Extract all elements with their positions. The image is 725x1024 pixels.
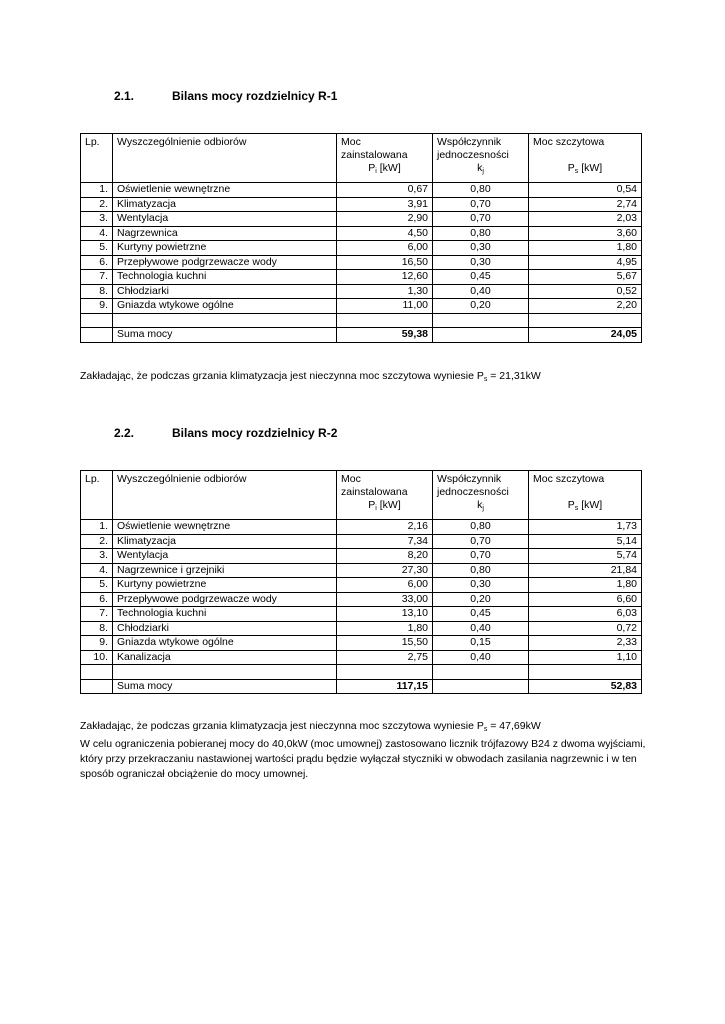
- row-installed-power: 12,60: [337, 270, 433, 285]
- power-balance-table-r1: [80, 133, 642, 343]
- row-coefficient: 0,70: [433, 212, 529, 227]
- row-coefficient: 0,80: [433, 226, 529, 241]
- row-number: 4.: [81, 226, 113, 241]
- row-installed-power: 6,00: [337, 578, 433, 593]
- row-coefficient: 0,30: [433, 255, 529, 270]
- row-name: Gniazda wtykowe ogólne: [113, 299, 337, 314]
- row-installed-power: 1,80: [337, 621, 433, 636]
- header-peak-power: Moc szczytowa $P_s$ [kW]: [529, 134, 642, 183]
- sum-label: Suma mocy: [113, 679, 337, 694]
- row-name: Technologia kuchni: [113, 270, 337, 285]
- row-number: 2.: [81, 534, 113, 549]
- header-coefficient: Współczynnik jednoczesności $k_j$: [433, 471, 529, 520]
- section-2-note-line: Zakładając, że podczas grzania klimatyzacja jest nieczynna moc szczytowa wyniesie $P_s = 47,69kW$: [80, 720, 541, 733]
- sum-peak-power: 24,05: [529, 328, 642, 343]
- table-row: [81, 621, 642, 636]
- row-number: 1.: [81, 183, 113, 198]
- sum-peak-power: 52,83: [529, 679, 642, 694]
- row-number: 4.: [81, 563, 113, 578]
- row-peak-power: 4,95: [529, 255, 642, 270]
- section-2-para-line-3: sposób ograniczał obciążenie do mocy umownej.: [80, 768, 309, 780]
- row-peak-power: 6,60: [529, 592, 642, 607]
- section-2-para-line-2: który przy przekraczaniu nastawionej wartości prądu będzie wyłączał styczniki w obwodach zasilania nagrzewnic i w ten: [80, 753, 637, 765]
- row-number: 9.: [81, 636, 113, 651]
- row-coefficient: 0,30: [433, 578, 529, 593]
- power-balance-table-r2: [80, 470, 642, 694]
- row-name: Wentylacja: [113, 212, 337, 227]
- header-coefficient: Współczynnik jednoczesności $k_j$: [433, 134, 529, 183]
- row-peak-power: 21,84: [529, 563, 642, 578]
- section-2-number: 2.2.: [114, 426, 135, 440]
- row-name: Wentylacja: [113, 549, 337, 564]
- header-installed-power: Moc zainstalowana $P_i$ [kW]: [337, 471, 433, 520]
- row-installed-power: 2,90: [337, 212, 433, 227]
- sum-row: [81, 328, 642, 343]
- section-1-note: Zakładając, że podczas grzania klimatyzacja jest nieczynna moc szczytowa wyniesie $P_s = 21,31kW$: [80, 370, 541, 383]
- table-row: [81, 563, 642, 578]
- row-peak-power: 6,03: [529, 607, 642, 622]
- row-peak-power: 1,80: [529, 241, 642, 256]
- table-row: [81, 255, 642, 270]
- row-name: Kanalizacja: [113, 650, 337, 665]
- row-installed-power: 6,00: [337, 241, 433, 256]
- row-number: 2.: [81, 197, 113, 212]
- row-name: Klimatyzacja: [113, 197, 337, 212]
- table-row: [81, 270, 642, 285]
- row-peak-power: 0,52: [529, 284, 642, 299]
- blank-row: [81, 665, 642, 680]
- row-installed-power: 7,34: [337, 534, 433, 549]
- row-name: Nagrzewnice i grzejniki: [113, 563, 337, 578]
- row-name: Chłodziarki: [113, 621, 337, 636]
- row-coefficient: 0,45: [433, 270, 529, 285]
- row-coefficient: 0,70: [433, 534, 529, 549]
- table-row: [81, 592, 642, 607]
- row-installed-power: 8,20: [337, 549, 433, 564]
- header-name: Wyszczególnienie odbiorów: [113, 134, 337, 183]
- row-name: Przepływowe podgrzewacze wody: [113, 592, 337, 607]
- table-header-row: [81, 134, 642, 183]
- row-coefficient: 0,20: [433, 299, 529, 314]
- row-number: 6.: [81, 255, 113, 270]
- header-peak-power: Moc szczytowa $P_s$ [kW]: [529, 471, 642, 520]
- table-row: [81, 183, 642, 198]
- row-number: 3.: [81, 212, 113, 227]
- row-name: Kurtyny powietrzne: [113, 578, 337, 593]
- row-name: Kurtyny powietrzne: [113, 241, 337, 256]
- row-number: 5.: [81, 578, 113, 593]
- row-peak-power: 3,60: [529, 226, 642, 241]
- table-row: [81, 226, 642, 241]
- blank-row: [81, 313, 642, 328]
- row-coefficient: 0,30: [433, 241, 529, 256]
- row-name: Klimatyzacja: [113, 534, 337, 549]
- table-row: [81, 607, 642, 622]
- row-number: 7.: [81, 270, 113, 285]
- row-number: 10.: [81, 650, 113, 665]
- row-peak-power: 5,14: [529, 534, 642, 549]
- row-coefficient: 0,80: [433, 563, 529, 578]
- row-coefficient: 0,80: [433, 183, 529, 198]
- row-installed-power: 16,50: [337, 255, 433, 270]
- row-number: 8.: [81, 284, 113, 299]
- row-name: Oświetlenie wewnętrzne: [113, 183, 337, 198]
- row-number: 1.: [81, 520, 113, 535]
- table-row: [81, 284, 642, 299]
- sum-row: [81, 679, 642, 694]
- table-row: [81, 549, 642, 564]
- table-row: [81, 520, 642, 535]
- row-number: 8.: [81, 621, 113, 636]
- row-coefficient: 0,15: [433, 636, 529, 651]
- sum-installed-power: 117,15: [337, 679, 433, 694]
- row-installed-power: 15,50: [337, 636, 433, 651]
- row-name: Nagrzewnica: [113, 226, 337, 241]
- row-name: Oświetlenie wewnętrzne: [113, 520, 337, 535]
- row-installed-power: 1,30: [337, 284, 433, 299]
- row-installed-power: 11,00: [337, 299, 433, 314]
- row-peak-power: 5,74: [529, 549, 642, 564]
- sum-label: Suma mocy: [113, 328, 337, 343]
- table-row: [81, 212, 642, 227]
- row-peak-power: 2,74: [529, 197, 642, 212]
- row-name: Technologia kuchni: [113, 607, 337, 622]
- section-1-number: 2.1.: [114, 89, 135, 103]
- row-installed-power: 4,50: [337, 226, 433, 241]
- row-number: 6.: [81, 592, 113, 607]
- row-peak-power: 1,10: [529, 650, 642, 665]
- row-peak-power: 5,67: [529, 270, 642, 285]
- row-peak-power: 2,03: [529, 212, 642, 227]
- row-coefficient: 0,40: [433, 621, 529, 636]
- row-name: Gniazda wtykowe ogólne: [113, 636, 337, 651]
- row-peak-power: 0,54: [529, 183, 642, 198]
- header-name: Wyszczególnienie odbiorów: [113, 471, 337, 520]
- row-number: 7.: [81, 607, 113, 622]
- table-row: [81, 650, 642, 665]
- row-installed-power: 13,10: [337, 607, 433, 622]
- header-lp: Lp.: [81, 471, 113, 520]
- section-2-para-line-1: W celu ograniczenia pobieranej mocy do 40,0kW (moc umownej) zastosowano licznik trójfazowy B24 z dwoma wyjściami,: [80, 738, 646, 750]
- row-peak-power: 2,20: [529, 299, 642, 314]
- table-row: [81, 299, 642, 314]
- row-installed-power: 2,16: [337, 520, 433, 535]
- table-row: [81, 241, 642, 256]
- row-coefficient: 0,70: [433, 197, 529, 212]
- table-row: [81, 636, 642, 651]
- header-lp: Lp.: [81, 134, 113, 183]
- row-coefficient: 0,40: [433, 650, 529, 665]
- row-number: 5.: [81, 241, 113, 256]
- row-coefficient: 0,80: [433, 520, 529, 535]
- row-name: Chłodziarki: [113, 284, 337, 299]
- section-1-title: Bilans mocy rozdzielnicy R-1: [172, 89, 338, 103]
- row-installed-power: 3,91: [337, 197, 433, 212]
- row-installed-power: 33,00: [337, 592, 433, 607]
- section-2-title: Bilans mocy rozdzielnicy R-2: [172, 426, 338, 440]
- row-peak-power: 1,80: [529, 578, 642, 593]
- sum-installed-power: 59,38: [337, 328, 433, 343]
- row-coefficient: 0,20: [433, 592, 529, 607]
- row-coefficient: 0,40: [433, 284, 529, 299]
- row-peak-power: 1,73: [529, 520, 642, 535]
- row-name: Przepływowe podgrzewacze wody: [113, 255, 337, 270]
- row-coefficient: 0,45: [433, 607, 529, 622]
- table-row: [81, 197, 642, 212]
- row-peak-power: 2,33: [529, 636, 642, 651]
- row-installed-power: 27,30: [337, 563, 433, 578]
- row-installed-power: 2,75: [337, 650, 433, 665]
- row-number: 9.: [81, 299, 113, 314]
- table-header-row: [81, 471, 642, 520]
- row-installed-power: 0,67: [337, 183, 433, 198]
- row-number: 3.: [81, 549, 113, 564]
- section-2-note: [80, 719, 660, 782]
- header-installed-power: Moc zainstalowana $P_i$ [kW]: [337, 134, 433, 183]
- row-peak-power: 0,72: [529, 621, 642, 636]
- table-row: [81, 534, 642, 549]
- table-row: [81, 578, 642, 593]
- row-coefficient: 0,70: [433, 549, 529, 564]
